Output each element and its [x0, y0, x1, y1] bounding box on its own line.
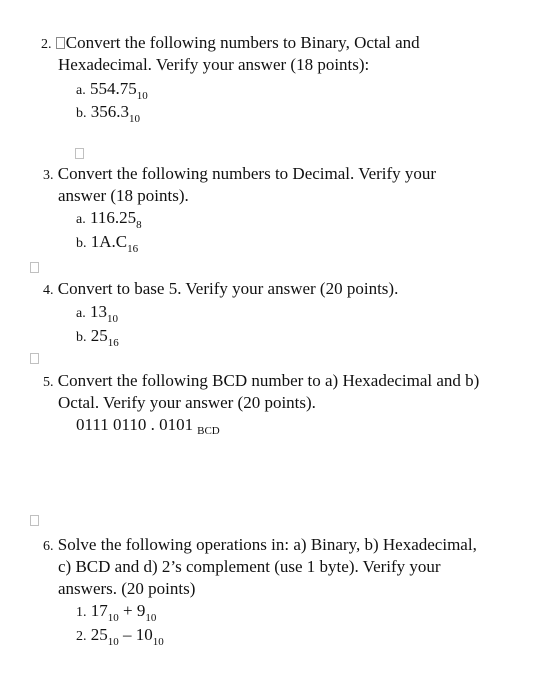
question-4-item-a: [76, 302, 118, 324]
operand: 10: [135, 625, 153, 644]
item-label: 2.: [76, 629, 87, 644]
question-6-text-line-3: answers. (20 points): [58, 579, 196, 598]
item-value: 13: [89, 302, 107, 321]
question-3-text-line-2: answer (18 points).: [58, 186, 189, 205]
item-label: a.: [76, 212, 86, 227]
question-5-line-1: [43, 371, 479, 393]
operand-base: 10: [145, 612, 157, 624]
item-label: b.: [76, 106, 87, 121]
question-4-number: 4.: [43, 283, 54, 298]
operator: +: [118, 601, 137, 620]
question-5-text-line-1: Convert the following BCD number to a) Hexadecimal and b): [57, 371, 480, 390]
operand-base: 10: [107, 612, 119, 624]
question-6-operation-2: [76, 625, 164, 647]
item-value: 554.75: [89, 79, 137, 98]
question-4-item-b: [76, 326, 119, 348]
question-3-text-line-1: Convert the following numbers to Decimal. Verify your: [57, 164, 437, 183]
item-value: 25: [90, 326, 108, 345]
question-4-line-1: [43, 279, 398, 301]
item-base: 10: [136, 90, 148, 102]
item-label: b.: [76, 330, 87, 345]
item-label: a.: [76, 83, 86, 98]
item-value: 356.3: [90, 102, 129, 121]
question-5-text-line-2: Octal. Verify your answer (20 points).: [58, 393, 316, 412]
question-2-text-line-1: Convert the following numbers to Binary, Octal and: [65, 33, 420, 52]
question-2-number: 2.: [41, 37, 52, 52]
item-base: 16: [127, 243, 139, 255]
missing-glyph-box-icon: [56, 37, 65, 49]
question-3-item-b: [76, 232, 138, 254]
question-2-line-1: [41, 33, 420, 55]
item-base: 8: [136, 219, 142, 231]
question-6-text-line-1: Solve the following operations in: a) Binary, b) Hexadecimal,: [57, 535, 477, 554]
question-6-line-1: [43, 535, 477, 557]
operand: 25: [90, 625, 108, 644]
item-label: 1.: [76, 605, 87, 620]
placeholder-box-icon: [75, 148, 84, 159]
placeholder-box-icon: [30, 262, 39, 273]
bcd-value: 0111 0110 . 0101: [76, 415, 194, 434]
placeholder-box-icon: [30, 353, 39, 364]
item-label: b.: [76, 236, 87, 251]
item-base: 10: [106, 313, 118, 325]
question-6-number: 6.: [43, 539, 54, 554]
placeholder-box-icon: [30, 515, 39, 526]
item-value: 116.25: [89, 208, 137, 227]
operand: 17: [90, 601, 108, 620]
item-label: a.: [76, 306, 86, 321]
question-5-bcd-number: [76, 415, 220, 441]
question-2-text-line-2: Hexadecimal. Verify your answer (18 points):: [58, 55, 370, 74]
question-5-number: 5.: [43, 375, 54, 390]
question-3-number: 3.: [43, 168, 54, 183]
item-base: 16: [107, 337, 119, 349]
question-6-text-line-2: c) BCD and d) 2’s complement (use 1 byte). Verify your: [58, 557, 441, 576]
question-3-item-a: [76, 208, 142, 230]
question-2-item-b: [76, 102, 140, 124]
item-value: 1A.C: [90, 232, 128, 251]
operator: –: [118, 625, 136, 644]
operand-base: 10: [107, 636, 119, 648]
question-6-operation-1: [76, 601, 156, 623]
question-2-item-a: [76, 79, 148, 101]
question-3-line-1: [43, 164, 436, 186]
operand: 9: [136, 601, 146, 620]
bcd-label: BCD: [197, 425, 220, 437]
operand-base: 10: [152, 636, 164, 648]
item-base: 10: [129, 113, 140, 125]
question-4-text-line-1: Convert to base 5. Verify your answer (20 points).: [57, 279, 399, 298]
